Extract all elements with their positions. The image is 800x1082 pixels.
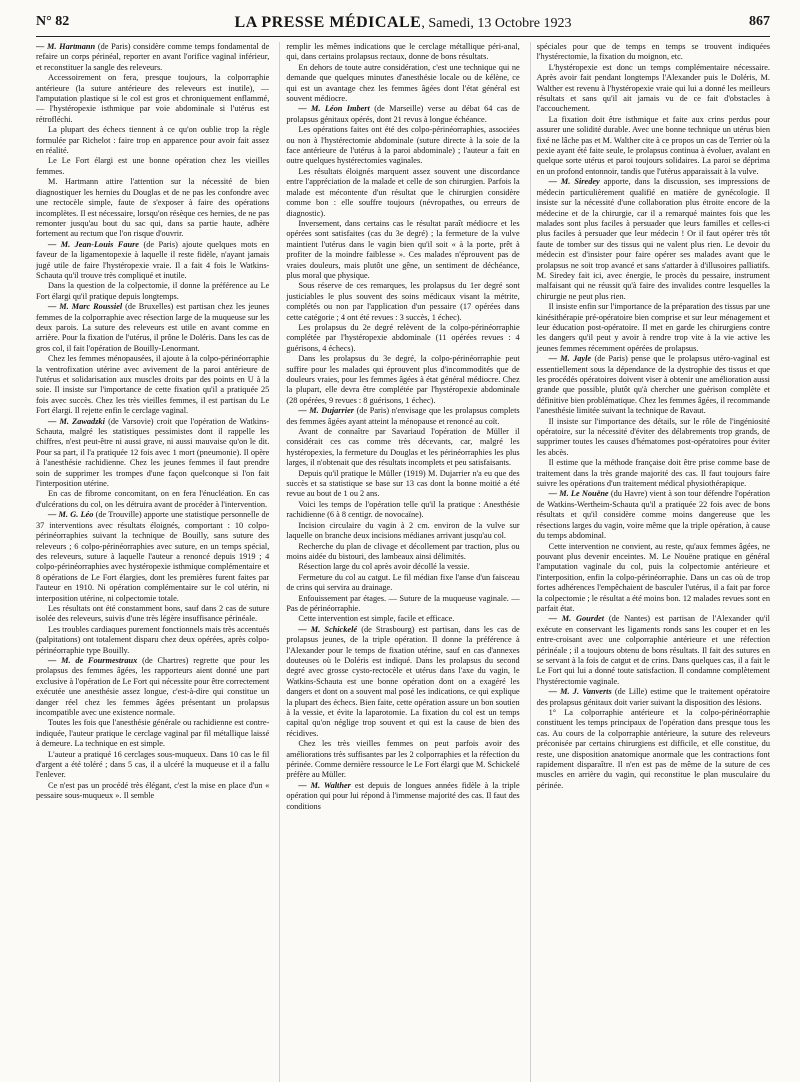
paragraph-text: spéciales pour que de temps en temps se trouvent indiquées l'hystérectomie, la fixation du moignon, etc. — [536, 42, 770, 62]
paragraph — [286, 63, 519, 105]
paragraph-text: Les résultats ont été constamment bons, sauf dans 2 cas de suture isolée des releveurs, suivis d'une très légère insuffisance périnéale. — [36, 603, 270, 624]
paragraph — [537, 614, 770, 687]
paragraph-text: (de Strasbourg) est partisan, dans les cas de prolapsus jeunes, de la triple opération. Il donne la préférence à l'Alexander pour le temps de fixation utérine, sauf en cas d'annexes douteuses où le Doléris est indiqué. Dans les prolapsus du second degré avec grosse cysto-rectocèle et utérus dans l'axe du vagin, le Watkins-Schauta est une bonne opération dont on a exagéré les dangers et dont on a souvent mal posé les indications, ce qui explique la plupart des échecs. Bien faite, cette opération assure un bon soutien à la vessie, et évite la laparotomie. La fixation du col est un temps capital qu'on néglige trop souvent et qui est la cause de bien des récidives. — [286, 624, 520, 738]
paragraph — [36, 718, 269, 749]
paragraph-text: 1° La colporraphie antérieure et la colpo-périnéorraphie constituent les temps principaux de l'opération dans presque tous les cas. Au cours de la colporraphie antérieure, la suture des releveurs préconisée par certains chirurgiens est difficile, et elle constitue, du reste, une disposition anatomique anormale que les contractions font rapidement disparaître. Il n'en est pas de même de la suture de ces muscles en arrière du vagin, qui reconstitue le plan musculaire du périnée. — [536, 708, 770, 790]
paragraph-text: Les prolapsus du 2e degré relèvent de la colpo-périnéorraphie complétée par l'hystéropexie abdominale (11 opérées revues : 4 guérisons, 4 échecs). — [286, 322, 520, 353]
paragraph-text: M. Hartmann attire l'attention sur la nécessité de bien diagnostiquer les hernies du Douglas et de ne pas les confondre avec une rectocèle simple, faute de s'exposer à faire des opérations incomplètes. Il est nécessaire, lorsqu'on résèque ces hernies, de ne pas remonter jusqu'au bout du sac qui, dans sa partie haute, adhère fortement au rectum que l'on risque d'ouvrir. — [36, 177, 270, 239]
column-1 — [36, 42, 269, 1082]
paragraph — [286, 104, 519, 125]
page-header — [36, 10, 770, 37]
paragraph — [36, 625, 269, 656]
paragraph-text: Les troubles cardiaques purement fonctionnels mais très accentués (palpitations) ont totalement disparu chez deux opérées, après colpo-périnéorraphie type Bouilly. — [36, 624, 270, 655]
paragraph — [537, 458, 770, 489]
paragraph — [286, 42, 519, 63]
paragraph — [537, 489, 770, 541]
paragraph-text: Toutes les fois que l'anesthésie générale ou rachidienne est contre-indiquée, l'auteur pratique le cerclage vaginal par fil métallique laissé à demeure. La technique en est simple. — [36, 718, 270, 749]
paragraph — [36, 417, 269, 490]
paragraph — [286, 625, 519, 739]
paragraph — [286, 406, 519, 427]
paragraph — [286, 500, 519, 521]
paragraph-text: Cette intervention est simple, facile et efficace. — [298, 614, 455, 624]
paragraph-text: L'auteur a pratiqué 16 cerclages sous-muqueux. Dans 10 cas le fil d'argent a été toléré ; dans 5 cas, il a ulcéré la muqueuse et il a fallu l'enlever. — [36, 749, 270, 780]
paragraph — [286, 354, 519, 406]
speaker-name: — M. Zawadzki — [48, 416, 105, 426]
speaker-name: — M. Walther — [298, 780, 351, 790]
paragraph — [286, 594, 519, 615]
paragraph — [537, 354, 770, 416]
paragraph — [36, 750, 269, 781]
paragraph-text: est depuis de longues années fidèle à la triple opération qui pour lui répond à l'immense majorité des cas. Il faut des conditions — [286, 780, 520, 811]
issue-date: , Samedi, 13 Octobre 1923 — [421, 16, 572, 31]
paragraph — [36, 42, 269, 73]
paragraph-text: Le Le Fort élargi est une bonne opération chez les vieilles femmes. — [36, 156, 270, 176]
paragraph — [286, 469, 519, 500]
paragraph-text: Cette intervention ne convient, au reste, qu'aux femmes âgées, ne pouvant plus devenir enceintes. M. Le Nouëne pratique en général l'amputation vaginale du col, puis la colpectomie antérieure et l'interposition, enfin la colpo-périnéorraphie. Dans un cas où de trop fortes adhérences l'empêchaient de basculer l'utérus, il a fait par force la colpectomie ; le résultat a été moins bon. 12 malades revues sont en parfait état. — [536, 541, 770, 613]
paragraph — [36, 354, 269, 416]
paragraph-text: apporte, dans la discussion, ses impressions de médecin particulièrement qualifié en matière de gynécologie. Il insiste sur la nécessité d'une collaboration plus étroite encore de la médecine et de la chirurgie, car il a remarqué maintes fois que les malades sont plus faciles à persuader que leurs familles et celles-ci plus faciles à persuader que leur médecin ! Or il faut opérer très tôt faute de tomber sur des tissus qui ne valent plus rien. Le devoir du médecin est d'insister pour faire opérer ses malades avant que le prolapsus ne soit trop avancé et sans s'attarder à d'illusoires palliatifs. M. Siredey fait ici, avec énergie, le procès du pessaire, instrument malfaisant qui ne réussit qu'à faire des invalides contre lesquelles la chirurgie ne peut plus rien. — [536, 177, 770, 301]
speaker-name: — M. Gourdet — [548, 614, 605, 624]
paragraph-text: La fixation doit être isthmique et faite aux crins perdus pour assurer une solidité durable. Avec une bonne technique un utérus bien fixé ne lâche pas et M. Walther cite à ce propos un cas de Terrier où la pexie ayant été faite seule, le prolapsus continua à évoluer, avalant en quelque sorte utérus et paroi toujours solidaires. La paroi se déprima en un profond entonnoir, tandis que l'utérus apparaissait à la vulve. — [536, 114, 770, 176]
paragraph — [537, 302, 770, 354]
paragraph — [286, 521, 519, 542]
paragraph — [36, 510, 269, 604]
paragraph — [537, 708, 770, 791]
paragraph-text: (de Nantes) est partisan de l'Alexander qu'il exécute en conservant les ligaments ronds sans les couper et en les entre-croisant avec une colporraphie antérieure et une réfection périnéale ; il a toujours obtenu de bons résultats. Il fait des sutures en se servant à la fois de catgut et de crins. Dans quelques cas, il a fait le Le Fort qui lui a donné toute satisfaction. Il condamne complètement l'hystérectomie vaginale. — [536, 614, 770, 686]
paragraph-text: Voici les temps de l'opération telle qu'il la pratique : Anesthésie rachidienne (6 à 8 centigr. de novocaïne). — [286, 499, 520, 520]
column-3 — [530, 42, 770, 1082]
speaker-name: — M. Marc Roussiel — [48, 302, 123, 312]
paragraph-text: Dans la question de la colpectomie, il donne la préférence au Le Fort élargi qu'il pratique depuis longtemps. — [36, 281, 270, 301]
paragraph — [36, 302, 269, 354]
journal-name: LA PRESSE MÉDICALE — [234, 14, 422, 31]
paragraph — [537, 115, 770, 177]
paragraph — [36, 489, 269, 510]
paragraph-text: (de Paris) n'envisage que les prolapsus complets des femmes âgées ayant atteint la ménopause et renoncé au coït. — [286, 406, 520, 426]
paragraph — [537, 63, 770, 115]
paragraph-text: (de Chartres) regrette que pour les prolapsus des femmes âgées, les rapporteurs aient donné une part exclusive à l'opération de Le Fort qui nécessite pour être correctement exécutée une anesthésie assez longue, c'est-à-dire qui constitue un danger réel chez les femmes âgées présentant un prolapsus incompatible avec une existence normale. — [36, 655, 270, 717]
paragraph — [286, 781, 519, 812]
paragraph-text: Il insiste enfin sur l'importance de la préparation des tissus par une kinésithérapie pré-opératoire bien comprise et sur leur ménagement et leur éducation post-opératoire. Il met en garde les chirurgiens contre les dangers qu'il peut y avoir à rendre trop vite à la vie active les jeunes femmes récemment opérées de prolapsus. — [536, 302, 770, 353]
paragraph-text: remplir les mêmes indications que le cerclage métallique péri-anal, qui, dans certains prolapsus rectaux, donne de bons résultats. — [286, 42, 520, 62]
speaker-name: — M. J. Vanverts — [548, 687, 612, 697]
paragraph — [286, 281, 519, 323]
paragraph-text: (de Marseille) verse au débat 64 cas de prolapsus génitaux opérés, dont 21 revus à longue échéance. — [286, 104, 520, 124]
paragraph-text: Fermeture du col au catgut. Le fil médian fixe l'anse d'un faisceau de crins qui servira au drainage. — [286, 572, 520, 593]
paragraph — [36, 604, 269, 625]
paragraph — [537, 542, 770, 615]
paragraph — [286, 542, 519, 563]
paragraph-text: Recherche du plan de clivage et décollement par traction, plus ou moins aidée du bistouri, des lambeaux ainsi délimités. — [286, 541, 520, 561]
paragraph-text: Il insiste sur l'importance des détails, sur le rôle de l'ingéniosité opératoire, sur la nécessité d'éviter des délabrements trop grands, de supprimer toutes les causes d'hématomes post-opératoires pour éviter les abcès. — [536, 416, 770, 457]
speaker-name: — M. Dujarrier — [298, 406, 354, 416]
speaker-name: — M. G. Léo — [48, 510, 94, 520]
paragraph — [286, 427, 519, 469]
paragraph — [36, 781, 269, 802]
speaker-name: — M. Le Nouëne — [548, 489, 609, 499]
paragraph-text: (de Trouville) apporte une statistique personnelle de 37 interventions avec résultats éloignés, comportant : 10 colpo-périnéorraphies suivant la technique de Bouilly, sans suture des releveurs ; 6 colpo-périnéorraphies avec suture, en un temps spécial, des releveurs, suture à laquelle l'auteur a renoncé depuis 1919 ; 4 colpo-périnéorraphies avec hystéropexie isthmique complémentaire et 8 opérations de Le Fort élargies, dont les premières furent faites par l'auteur en 1910. Ni opération complémentaire sur le col utérin, ni interposition utérine, ni colpectomie totale. — [36, 510, 270, 603]
paragraph-text: Ce n'est pas un procédé très élégant, c'est la mise en place d'un « pessaire sous-muqueux ». Il semble — [36, 780, 270, 801]
speaker-name: — M. Léon Imbert — [298, 104, 370, 114]
paragraph — [537, 417, 770, 459]
speaker-name: — M. Siredey — [548, 177, 600, 187]
paragraph-text: (de Varsovie) croit que l'opération de Watkins-Schauta, malgré les statistiques pessimistes dont il rappelle les chiffres, n'est peut-être ni aussi grave, ni aussi mauvaise qu'on le dit. Pour sa part, il l'a pratiquée 12 fois avec 1 mort (pneumonie). Il opère à l'anesthésie rachidienne. Chez les jeunes femmes il faut prendre soin de supprimer les trompes d'une façon quelconque si l'on fait l'interposition utérine. — [36, 416, 270, 489]
paragraph — [286, 323, 519, 354]
speaker-name: — M. Jean-Louis Faure — [48, 239, 139, 249]
paragraph-text: En cas de fibrome concomitant, on en fera l'énucléation. En cas d'ulcérations du col, on les détruira avant de procéder à l'intervention. — [36, 489, 270, 509]
paragraph — [36, 73, 269, 125]
paragraph — [286, 219, 519, 281]
paragraph — [36, 125, 269, 156]
paragraph — [537, 177, 770, 302]
speaker-name: — M. Schickelé — [298, 624, 358, 634]
paragraph — [286, 562, 519, 572]
paragraph-text: (de Bruxelles) est partisan chez les jeunes femmes de la colporraphie avec résection large de la muqueuse sur les deux parois. La suture des releveurs est utile en avant comme en arrière. Pour la fixation de l'utérus, il prône le Doléris. Dans les cas de gros col, il fait l'opération de Bouilly-Lenormant. — [36, 302, 270, 353]
paragraph-text: (de Paris) pense que le prolapsus utéro-vaginal est essentiellement sous la dépendance de la dystrophie des tissus et que les procédés opératoires doivent viser à obtenir une amélioration aussi grande que possible, plutôt qu'à chercher une guérison complète et définitive bien problématique. Chez les femmes âgées, il recommande l'anesthésie limitée suivant la technique de Ravaut. — [536, 354, 770, 416]
paragraph-text: Chez les très vieilles femmes on peut parfois avoir des améliorations très suffisantes par les 2 colporraphies et la réfection du périnée. Comme dernière ressource le Le Fort élargi que M. Schickelé préfère au Müller. — [286, 739, 520, 780]
article-columns — [36, 42, 770, 1082]
page-number: 867 — [749, 14, 770, 29]
paragraph-text: (de Paris) ajoute quelques mots en faveur de la ligamentopexie à laquelle il reste fidèle, n'ayant jamais jugé utile de faire l'hystéropexie vraie. Il a fait 4 fois le Watkins-Schauta qu'il trouve très compliqué et inutile. — [36, 239, 270, 280]
paragraph-text: Il estime que la méthode française doit être prise comme base de traitement dans la très grande majorité des cas. Il faut toujours faire suivre les opérations d'un traitement médical physiothérapique. — [536, 458, 770, 489]
paragraph-text: Résection large du col après avoir décollé la vessie. — [298, 562, 470, 572]
paragraph-text: Les résultats éloignés marquent assez souvent une discordance entre l'appréciation de la malade et celle de son chirurgien. Parfois la malade est mécontente d'un résultat que le chirurgien considère comme bon : elle souffre toujours (névropathes, ou erreurs de diagnostic). — [286, 166, 520, 218]
paragraph-text: L'hystéropexie est donc un temps complémentaire nécessaire. Après avoir fait pendant longtemps l'Alexander puis le Doléris, M. Walther est revenu à l'hystéropexie vraie qui lui a donné les meilleurs résultats et sans qu'il ait jamais vu de ce fait d'obstacles à l'accouchement. — [536, 62, 770, 114]
paragraph-text: La plupart des échecs tiennent à ce qu'on oublie trop la règle formulée par Richelot : faire trop en apparence pour avoir fait assez en réalité. — [36, 125, 270, 156]
paragraph — [537, 42, 770, 63]
paragraph-text: Inversement, dans certains cas le résultat paraît médiocre et les opérées sont satisfaites (cas du 3e degré) ; la fermeture de la vulve maintient l'utérus dans le vagin bien qu'il soit « à la porte, prêt à profiter de la moindre faiblesse ». Ces malades n'éprouvent pas de vraies douleurs, mais plutôt une gêne, un sentiment de déchéance, plus moral que physique. — [286, 218, 520, 280]
speaker-name: — M. Hartmann — [36, 42, 96, 51]
column-2 — [279, 42, 519, 1082]
paragraph-text: Les opérations faites ont été des colpo-périnéorraphies, associées ou non à l'hystérectomie abdominale (suture directe à la soie de la face antérieure de l'utérus à la paroi abdominale) ; l'auteur a fait en outre quelques hystérectomies vaginales. — [286, 125, 520, 166]
paragraph — [286, 739, 519, 781]
paragraph-text: Avant de connaître par Savariaud l'opération de Müller il considérait ces cas comme très décevants, car, malgré les hystéropexies, la fermeture du Douglas et les périnéorraphies les plus larges, il n'obtenait que des résultats incomplets et peu satisfaisants. — [286, 427, 520, 468]
paragraph-text: Incision circulaire du vagin à 2 cm. environ de la vulve sur laquelle on branche deux incisions médianes arrivant jusqu'au col. — [286, 520, 520, 541]
paragraph-text: (de Lille) estime que le traitement opératoire des prolapsus génitaux doit varier suivant la disposition des lésions. — [536, 687, 770, 707]
paragraph — [36, 240, 269, 282]
paragraph-text: (de Paris) considère comme temps fondamental de refaire un corps périnéal, reporter en avant l'orifice vaginal inférieur, et reconstituer la sangle des releveurs. — [36, 42, 270, 72]
paragraph — [286, 125, 519, 167]
journal-title — [36, 14, 770, 32]
paragraph — [36, 156, 269, 177]
issue-number: N° 82 — [36, 14, 70, 29]
paragraph — [286, 573, 519, 594]
paragraph — [286, 614, 519, 624]
paragraph-text: En dehors de toute autre considération, c'est une technique qui ne demande que quelques minutes d'anesthésie locale ou de kélène, ce qui est un avantage chez les femmes âgées dont l'état général est souvent médiocre. — [286, 62, 520, 104]
paragraph-text: (du Havre) vient à son tour défendre l'opération de Watkins-Wertheim-Schauta qu'il a pratiquée 22 fois avec de bons résultats et qu'il considère comme moins dangereuse que les résections larges du vagin, voire même que la triple opération, à cause du temps abdominal. — [536, 489, 770, 541]
speaker-name: — M. Jayle — [548, 354, 592, 364]
paragraph-text: Enfouissement par étages. — Suture de la muqueuse vaginale. — Pas de périnéorraphie. — [286, 593, 520, 613]
paragraph-text: Depuis qu'il pratique le Müller (1919) M. Dujarrier n'a eu que des succès et sa statistique se base sur 13 cas dont la bonne moitié a été revue au bout de 1 ou 2 ans. — [286, 468, 520, 499]
paragraph-text: Sous réserve de ces remarques, les prolapsus du 1er degré sont justiciables le plus souvent des soins médicaux visant la métrite, complétés ou non par l'application d'un pessaire (17 opérées dans cette catégorie ; 4 ont été revues : 3 succès, 1 échec). — [286, 281, 520, 322]
paragraph-text: Dans les prolapsus du 3e degré, la colpo-périnéorraphie peut suffire pour les malades qui éprouvent plus d'incommodités que de douleurs vraies, pour les femmes âgées à état général médiocre. Chez la plupart, elle devra être complétée par l'hystéropexie abdominale (28 opérées, 9 revues : 8 guérisons, 1 échec). — [286, 354, 520, 405]
paragraph — [36, 177, 269, 239]
paragraph-text: Chez les femmes ménopausées, il ajoute à la colpo-périnéorraphie la ventrofixation utérine avec avivement de la paroi antérieure de l'utérus et solidarisation aux muscles droits par des points en U à la soie. Il insiste sur l'importance de cette fixation qu'il a pratiquée 25 fois avec succès. Chez les très vieilles femmes, il est partisan du Le Fort élargi. Il rejette enfin le cerclage vaginal. — [36, 354, 270, 416]
paragraph — [537, 687, 770, 708]
paragraph — [286, 167, 519, 219]
paragraph — [36, 281, 269, 302]
paragraph — [36, 656, 269, 718]
paragraph-text: Accessoirement on fera, presque toujours, la colporraphie antérieure (la suture antérieure des releveurs est inutile), — l'amputation plastique si le col est gros et chroniquement enflammé, — l'hystéropexie isthmique par voie abdominale si l'utérus est rétrofléchi. — [36, 73, 270, 124]
speaker-name: — M. de Fourmestraux — [48, 655, 138, 665]
